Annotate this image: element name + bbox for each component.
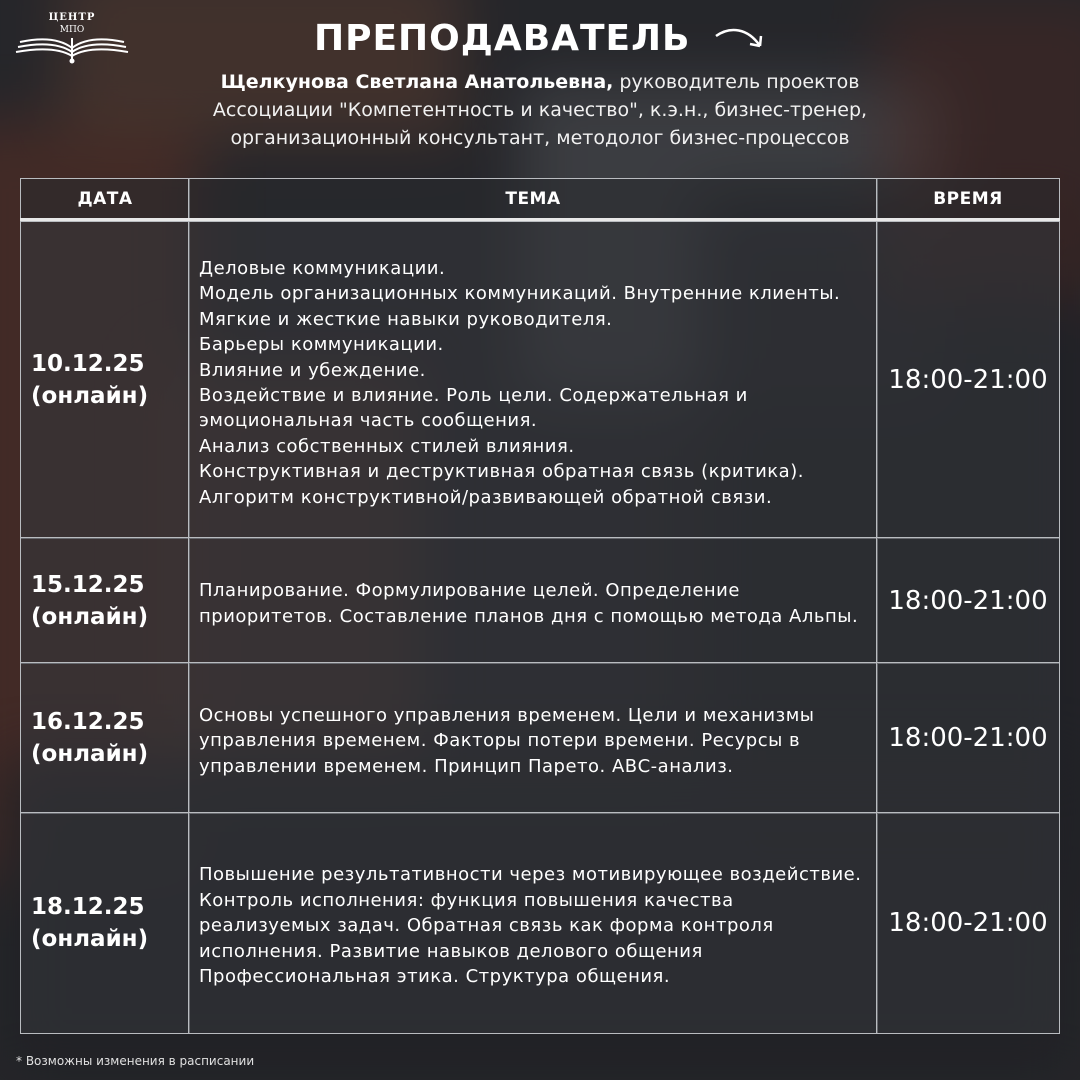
footnote: * Возможны изменения в расписании (16, 1054, 255, 1068)
row-1-topic-text: Деловые коммуникации. Модель организационных коммуникаций. Внутренние клиенты. Мягкие и жесткие навыки руководителя. Барьеры коммуникации. Влияние и убеждение. Воздействие и влияние. Роль цели. Содержательная и эмоциональная часть сообщения. Анализ собственных стилей влияния. Конструктивная и деструктивная обратная связь (критика). Алгоритм конструктивной/развивающей обратной связи. (199, 257, 841, 508)
curved-arrow-icon (714, 26, 766, 54)
header-date: ДАТА (20, 178, 190, 220)
row-1-format: (онлайн) (31, 383, 149, 409)
teacher-line3: организационный консультант, методолог бизнес-процессов (230, 127, 850, 149)
row-2-topic-text: Планирование. Формулирование целей. Определение приоритетов. Составление планов дня с помощью метода Альпы. (199, 580, 859, 627)
row-4-time: 18:00-21:00 (876, 812, 1060, 1034)
row-1-time: 18:00-21:00 (876, 221, 1060, 539)
teacher-line2: Ассоциации "Компетентность и качество", к.э.н., бизнес-тренер, (212, 99, 868, 121)
title-text: ПРЕПОДАВАТЕЛЬ (313, 18, 691, 59)
teacher-info (60, 68, 1020, 152)
row-4-topic (188, 812, 878, 1034)
row-3-format: (онлайн) (31, 741, 149, 767)
logo-line1: ЦЕНТР (48, 12, 96, 23)
teacher-name: Щелкунова Светлана Анатольевна, (220, 71, 614, 93)
header-topic: ТЕМА (188, 178, 878, 220)
row-3-date (20, 662, 190, 814)
row-2-date (20, 537, 190, 664)
row-1-date (20, 221, 190, 539)
row-4-topic-text: Повышение результативности через мотивирующее воздействие. Контроль исполнения: функция повышения качества реализуемых задач. Обратная связь как форма контроля исполнения. Развитие навыков делового общения Профессиональная этика. Структура общения. (199, 864, 862, 988)
row-4-format: (онлайн) (31, 926, 149, 952)
header-time: ВРЕМЯ (876, 178, 1060, 220)
row-2-topic (188, 537, 878, 664)
teacher-line1: руководитель проектов (613, 71, 860, 93)
row-1-date-value: 10.12.25 (31, 351, 145, 377)
row-4-date (20, 812, 190, 1034)
schedule-table (20, 178, 1060, 1034)
row-2-format: (онлайн) (31, 603, 149, 630)
logo-line2: МПО (59, 25, 85, 35)
row-3-topic (188, 662, 878, 814)
row-1-topic (188, 221, 878, 539)
row-4-date-value: 18.12.25 (31, 894, 145, 920)
row-2-date-value: 15.12.25 (31, 571, 145, 598)
row-2-time: 18:00-21:00 (876, 537, 1060, 664)
row-3-topic-text: Основы успешного управления временем. Цели и механизмы управления временем. Факторы потери времени. Ресурсы в управлении временем. Принцип Парето. АВС-анализ. (199, 704, 815, 777)
page-title (0, 18, 1080, 59)
row-3-time: 18:00-21:00 (876, 662, 1060, 814)
row-3-date-value: 16.12.25 (31, 709, 145, 735)
